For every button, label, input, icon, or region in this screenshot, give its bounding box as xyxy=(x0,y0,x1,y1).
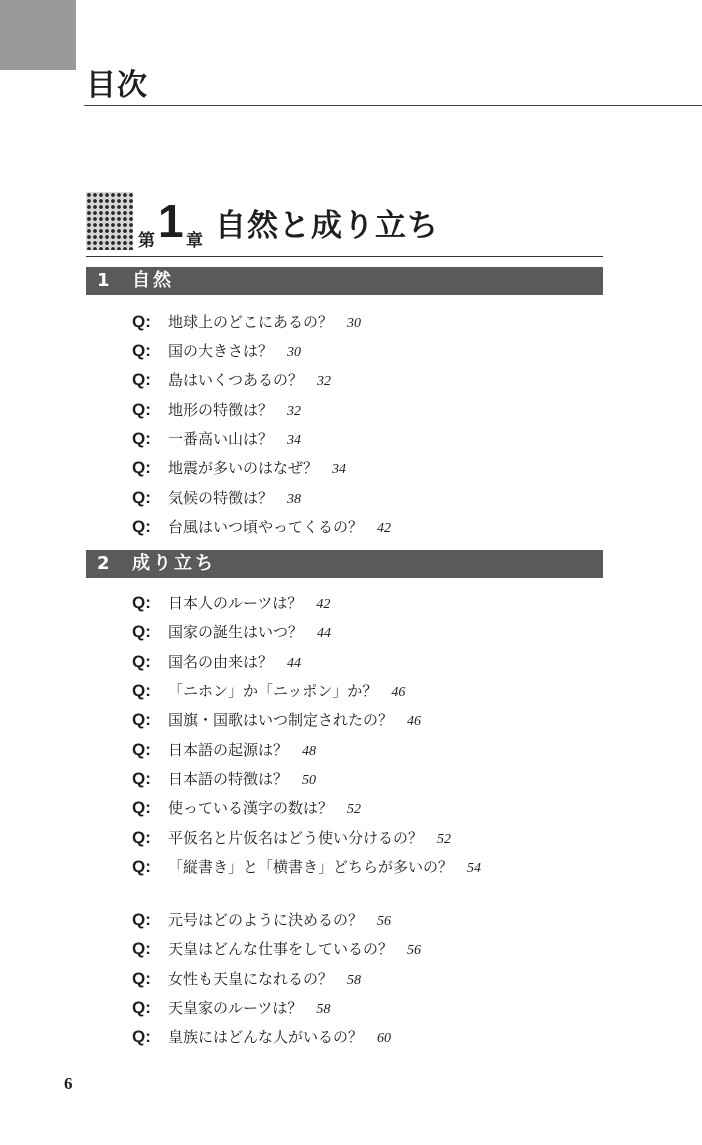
question-label: Q: xyxy=(132,710,151,729)
question-text: 「縦書き」と「横書き」どちらが多いの？ xyxy=(168,858,454,876)
page-ref: 42 xyxy=(316,597,331,612)
toc-entry[interactable] xyxy=(132,513,391,541)
toc-entry[interactable] xyxy=(132,824,451,852)
question-label: Q: xyxy=(132,1027,151,1046)
page-ref: 56 xyxy=(377,914,392,929)
question-text: 天皇家のルーツは？ xyxy=(168,999,303,1017)
page-ref: 34 xyxy=(332,462,347,477)
page-ref: 42 xyxy=(377,521,392,536)
toc-entry[interactable] xyxy=(132,589,330,617)
page-ref: 30 xyxy=(287,345,302,360)
toc-entry[interactable] xyxy=(132,618,331,646)
toc-entry[interactable] xyxy=(132,706,421,734)
question-text: 地形の特徴は？ xyxy=(168,401,274,419)
question-text: 使っている漢字の数は？ xyxy=(168,799,334,817)
question-text: 地震が多いのはなぜ？ xyxy=(168,459,319,477)
section-title: 成り立ち xyxy=(132,553,216,574)
question-text: 国名の由来は？ xyxy=(168,653,274,671)
question-label: Q: xyxy=(132,910,151,929)
question-text: 国の大きさは？ xyxy=(168,342,274,360)
chapter-title: 自然と成り立ち xyxy=(215,208,439,244)
question-label: Q: xyxy=(132,740,151,759)
page-ref: 32 xyxy=(287,404,302,419)
toc-entry[interactable] xyxy=(132,337,301,365)
question-text: 台風はいつ頃やってくるの？ xyxy=(168,518,364,536)
page-ref: 46 xyxy=(407,714,422,729)
question-text: 島はいくつあるの？ xyxy=(168,371,304,389)
section-header-1 xyxy=(86,267,603,295)
page-ref: 38 xyxy=(287,492,302,507)
page-ref: 52 xyxy=(347,802,362,817)
page-ref: 58 xyxy=(316,1002,331,1017)
toc-entry[interactable] xyxy=(132,1023,391,1051)
question-label: Q: xyxy=(132,798,151,817)
section-number: 1 xyxy=(97,270,110,291)
question-text: 「ニホン」か「ニッポン」か？ xyxy=(168,682,378,700)
section-header-2 xyxy=(86,550,603,578)
question-label: Q: xyxy=(132,400,151,419)
question-text: 皇族にはどんな人がいるの？ xyxy=(168,1028,364,1046)
page-ref: 32 xyxy=(317,374,332,389)
page-ref: 46 xyxy=(391,685,406,700)
question-text: 一番高い山は？ xyxy=(168,430,274,448)
page-ref: 44 xyxy=(317,626,332,641)
chapter-suffix: 章 xyxy=(186,231,203,251)
question-text: 気候の特徴は？ xyxy=(168,489,274,507)
chapter-prefix: 第 xyxy=(138,231,155,251)
toc-entry[interactable] xyxy=(132,765,316,793)
question-label: Q: xyxy=(132,312,151,331)
page-ref: 50 xyxy=(302,773,317,788)
toc-entry[interactable] xyxy=(132,794,361,822)
question-text: 天皇はどんな仕事をしているの？ xyxy=(168,940,394,958)
toc-entry[interactable] xyxy=(132,906,391,934)
chapter-heading xyxy=(86,190,603,250)
question-label: Q: xyxy=(132,857,151,876)
section-number: 2 xyxy=(97,553,110,574)
toc-entry[interactable] xyxy=(132,454,346,482)
page-title: 目次 xyxy=(86,68,148,103)
title-divider xyxy=(84,105,702,106)
question-label: Q: xyxy=(132,969,151,988)
toc-entry[interactable] xyxy=(132,853,481,881)
question-label: Q: xyxy=(132,652,151,671)
page-ref: 52 xyxy=(437,832,452,847)
page-ref: 56 xyxy=(407,943,422,958)
question-text: 平仮名と片仮名はどう使い分けるの？ xyxy=(168,829,424,847)
question-text: 日本人のルーツは？ xyxy=(168,594,303,612)
question-label: Q: xyxy=(132,769,151,788)
question-label: Q: xyxy=(132,429,151,448)
page-ref: 48 xyxy=(302,744,317,759)
page-ref: 58 xyxy=(347,973,362,988)
toc-entry[interactable] xyxy=(132,935,421,963)
question-label: Q: xyxy=(132,681,151,700)
question-label: Q: xyxy=(132,488,151,507)
question-label: Q: xyxy=(132,998,151,1017)
toc-entry[interactable] xyxy=(132,965,361,993)
question-label: Q: xyxy=(132,458,151,477)
question-text: 日本語の特徴は？ xyxy=(168,770,289,788)
page-ref: 60 xyxy=(377,1031,392,1046)
question-text: 国旗・国歌はいつ制定されたの？ xyxy=(168,711,394,729)
toc-entry[interactable] xyxy=(132,484,301,512)
page-ref: 54 xyxy=(467,861,482,876)
question-text: 女性も天皇になれるの？ xyxy=(168,970,334,988)
chapter-divider xyxy=(86,256,603,257)
page-ref: 34 xyxy=(287,433,302,448)
chapter-number: 1 xyxy=(158,195,184,247)
question-text: 地球上のどこにあるの？ xyxy=(168,313,334,331)
toc-entry[interactable] xyxy=(132,308,361,336)
question-label: Q: xyxy=(132,370,151,389)
page-ref: 44 xyxy=(287,656,302,671)
corner-tab xyxy=(0,0,76,70)
toc-entry[interactable] xyxy=(132,736,316,764)
question-label: Q: xyxy=(132,622,151,641)
question-label: Q: xyxy=(132,517,151,536)
toc-entry[interactable] xyxy=(132,396,301,424)
question-text: 日本語の起源は？ xyxy=(168,741,289,759)
question-label: Q: xyxy=(132,939,151,958)
section-title: 自然 xyxy=(132,270,174,291)
toc-entry[interactable] xyxy=(132,648,301,676)
page-ref: 30 xyxy=(347,316,362,331)
question-label: Q: xyxy=(132,828,151,847)
page-number: 6 xyxy=(64,1074,73,1093)
chapter-dot-pattern xyxy=(86,192,133,250)
toc-entry[interactable] xyxy=(132,425,301,453)
toc-entry[interactable] xyxy=(132,994,330,1022)
question-text: 元号はどのように決めるの？ xyxy=(168,911,364,929)
question-text: 国家の誕生はいつ？ xyxy=(168,623,304,641)
toc-entry[interactable] xyxy=(132,677,405,705)
question-label: Q: xyxy=(132,341,151,360)
question-label: Q: xyxy=(132,593,151,612)
toc-entry[interactable] xyxy=(132,366,331,394)
